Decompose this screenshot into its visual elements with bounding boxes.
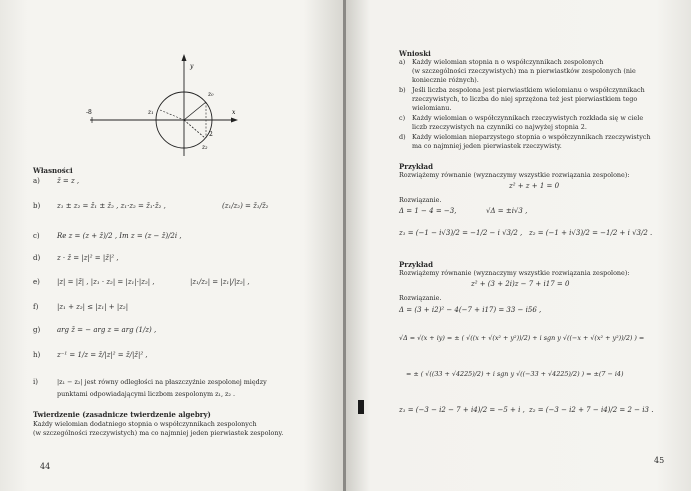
property-i-cont: punktami odpowiadającymi liczbom zespolonym z₁, z₂ . xyxy=(57,390,236,398)
conclusion-a-line-2: (w szczególności rzeczywistych) ma n pierwiastków zespolonych (nie xyxy=(412,67,636,75)
right-page xyxy=(346,0,691,491)
example-2-equation: z² + (3 + 2i)z − 7 + i17 = 0 xyxy=(471,280,570,288)
theorem-line-1: Każdy wielomian dodatniego stopnia o współczynnikach zespolonych xyxy=(33,420,257,428)
example-1-z1: z₁ = (−1 − i√3)/2 = −1/2 − i √3/2 , xyxy=(399,229,523,237)
conclusion-b-line-2: rzeczywistych, to liczba do niej sprzężona też jest pierwiastkiem tego xyxy=(412,95,638,103)
property-b: z₁ ± z₂ = z̄₁ ± z̄₂ , z₁·z₂ = z̄₁·z̄₂ , xyxy=(57,202,166,210)
example-1-solution-label: Rozwiązanie. xyxy=(399,196,442,204)
conclusions-title: Wnioski xyxy=(399,49,431,58)
example-2-prompt: Rozwiążemy równanie (wyznaczymy wszystkie rozwiązania zespolone): xyxy=(399,269,630,277)
property-d: z · z̄ = |z|² = |z̄|² , xyxy=(57,254,119,262)
property-g: arg z̄ = − arg z = arg (1/z) , xyxy=(57,326,157,334)
property-h-label: h) xyxy=(33,351,41,359)
property-f-label: f) xyxy=(33,303,39,311)
conclusion-b-line-1: Jeśli liczba zespolona jest pierwiastkiem wielomianu o współczynnikach xyxy=(412,86,645,94)
conclusion-c-line-2: liczb rzeczywistych na czynniki co najwyżej stopnia 2. xyxy=(412,123,587,131)
conclusion-b-label: b) xyxy=(399,86,406,94)
y-axis-label: y xyxy=(190,63,194,70)
left-page-number: 44 xyxy=(40,462,51,471)
label-z1: z₁ xyxy=(148,109,154,116)
conclusion-b-line-3: wielomianu. xyxy=(412,104,452,112)
example-2-sqrt-formula: √Δ = √(x + iy) = ± ( √((x + √(x² + y²))/2) + i sgn y √((−x + √(x² + y²))/2) ) = xyxy=(399,334,645,342)
conclusion-a-line-3: koniecznie różnych). xyxy=(412,76,479,84)
theorem-line-2: (w szczególności rzeczywistych) ma co najmniej jeden pierwiastek zespolony. xyxy=(33,429,284,437)
example-2-solution-label: Rozwiązanie. xyxy=(399,294,442,302)
example-2-z2: z₂ = (−3 − i2 + 7 − i4)/2 = 2 − i3 . xyxy=(529,406,654,414)
conclusion-c-label: c) xyxy=(399,114,406,122)
conclusion-a-line-1: Każdy wielomian stopnia n o współczynnikach zespolonych xyxy=(412,58,604,66)
left-page xyxy=(0,0,345,491)
example-1-equation: z² + z + 1 = 0 xyxy=(509,182,560,190)
property-b-extra: (z₁/z₂) = z̄₁/z̄₂ xyxy=(222,202,269,210)
example-2-title: Przykład xyxy=(399,260,433,269)
property-c-label: c) xyxy=(33,232,40,240)
theorem-title: Twierdzenie (zasadnicze twierdzenie algebry) xyxy=(33,410,211,419)
label-two: 2 xyxy=(209,131,213,138)
label-z2: z₂ xyxy=(202,144,208,151)
properties-title: Własności xyxy=(33,166,73,175)
label-z0: z₀ xyxy=(208,91,214,98)
property-b-label: b) xyxy=(33,202,41,210)
example-2-sqrt-value: = ± ( √((33 + √4225)/2) + i sgn y √((−33 + √4225)/2) ) = ±(7 − i4) xyxy=(406,370,624,378)
example-1-title: Przykład xyxy=(399,162,433,171)
right-page-number: 45 xyxy=(654,456,665,465)
property-c: Re z = (z + z̄)/2 , Im z = (z − z̄)/2i , xyxy=(57,232,182,240)
margin-marker xyxy=(358,400,364,414)
conclusion-c-line-1: Każdy wielomian o współczynnikach rzeczywistych rozkłada się w ciele xyxy=(412,114,644,122)
property-a-label: a) xyxy=(33,177,40,185)
conclusion-d-label: d) xyxy=(399,133,406,141)
property-e-label: e) xyxy=(33,278,40,286)
property-a: z̄ = z , xyxy=(57,177,80,185)
example-1-sqrt-delta: √Δ = ±i√3 , xyxy=(486,207,528,215)
property-d-label: d) xyxy=(33,254,41,262)
example-1-delta: Δ = 1 − 4 = −3, xyxy=(399,207,457,215)
x-axis-label: x xyxy=(232,109,236,116)
property-f: |z₁ + z₂| ≤ |z₁| + |z₂| xyxy=(57,303,129,311)
conclusion-d-line-2: ma co najmniej jeden pierwiastek rzeczywisty. xyxy=(412,142,562,150)
example-1-prompt: Rozwiążemy równanie (wyznaczymy wszystkie rozwiązania zespolone): xyxy=(399,171,630,179)
property-i: |z₁ − z₂| jest równy odległości na płaszczyźnie zespolonej między xyxy=(57,378,267,386)
property-h: z⁻¹ = 1/z = z̄/|z|² = z̄/|z̄|² , xyxy=(57,351,148,359)
example-2-z1: z₁ = (−3 − i2 − 7 + i4)/2 = −5 + i , xyxy=(399,406,525,414)
complex-plane-figure xyxy=(84,52,254,162)
property-g-label: g) xyxy=(33,326,41,334)
property-e: |z| = |z̄| , |z₁ · z₂| = |z₁|·|z₂| , xyxy=(57,278,155,286)
conclusion-a-label: a) xyxy=(399,58,406,66)
example-2-delta: Δ = (3 + i2)² − 4(−7 + i17) = 33 − i56 , xyxy=(399,306,542,314)
property-e-extra: |z₁/z₂| = |z₁|/|z₂| , xyxy=(190,278,250,286)
property-i-label: i) xyxy=(33,378,38,386)
conclusion-d-line-1: Każdy wielomian nieparzystego stopnia o współczynnikach rzeczywistych xyxy=(412,133,651,141)
label-neg8: -8 xyxy=(86,109,92,116)
example-1-z2: z₂ = (−1 + i√3)/2 = −1/2 + i √3/2 . xyxy=(529,229,653,237)
